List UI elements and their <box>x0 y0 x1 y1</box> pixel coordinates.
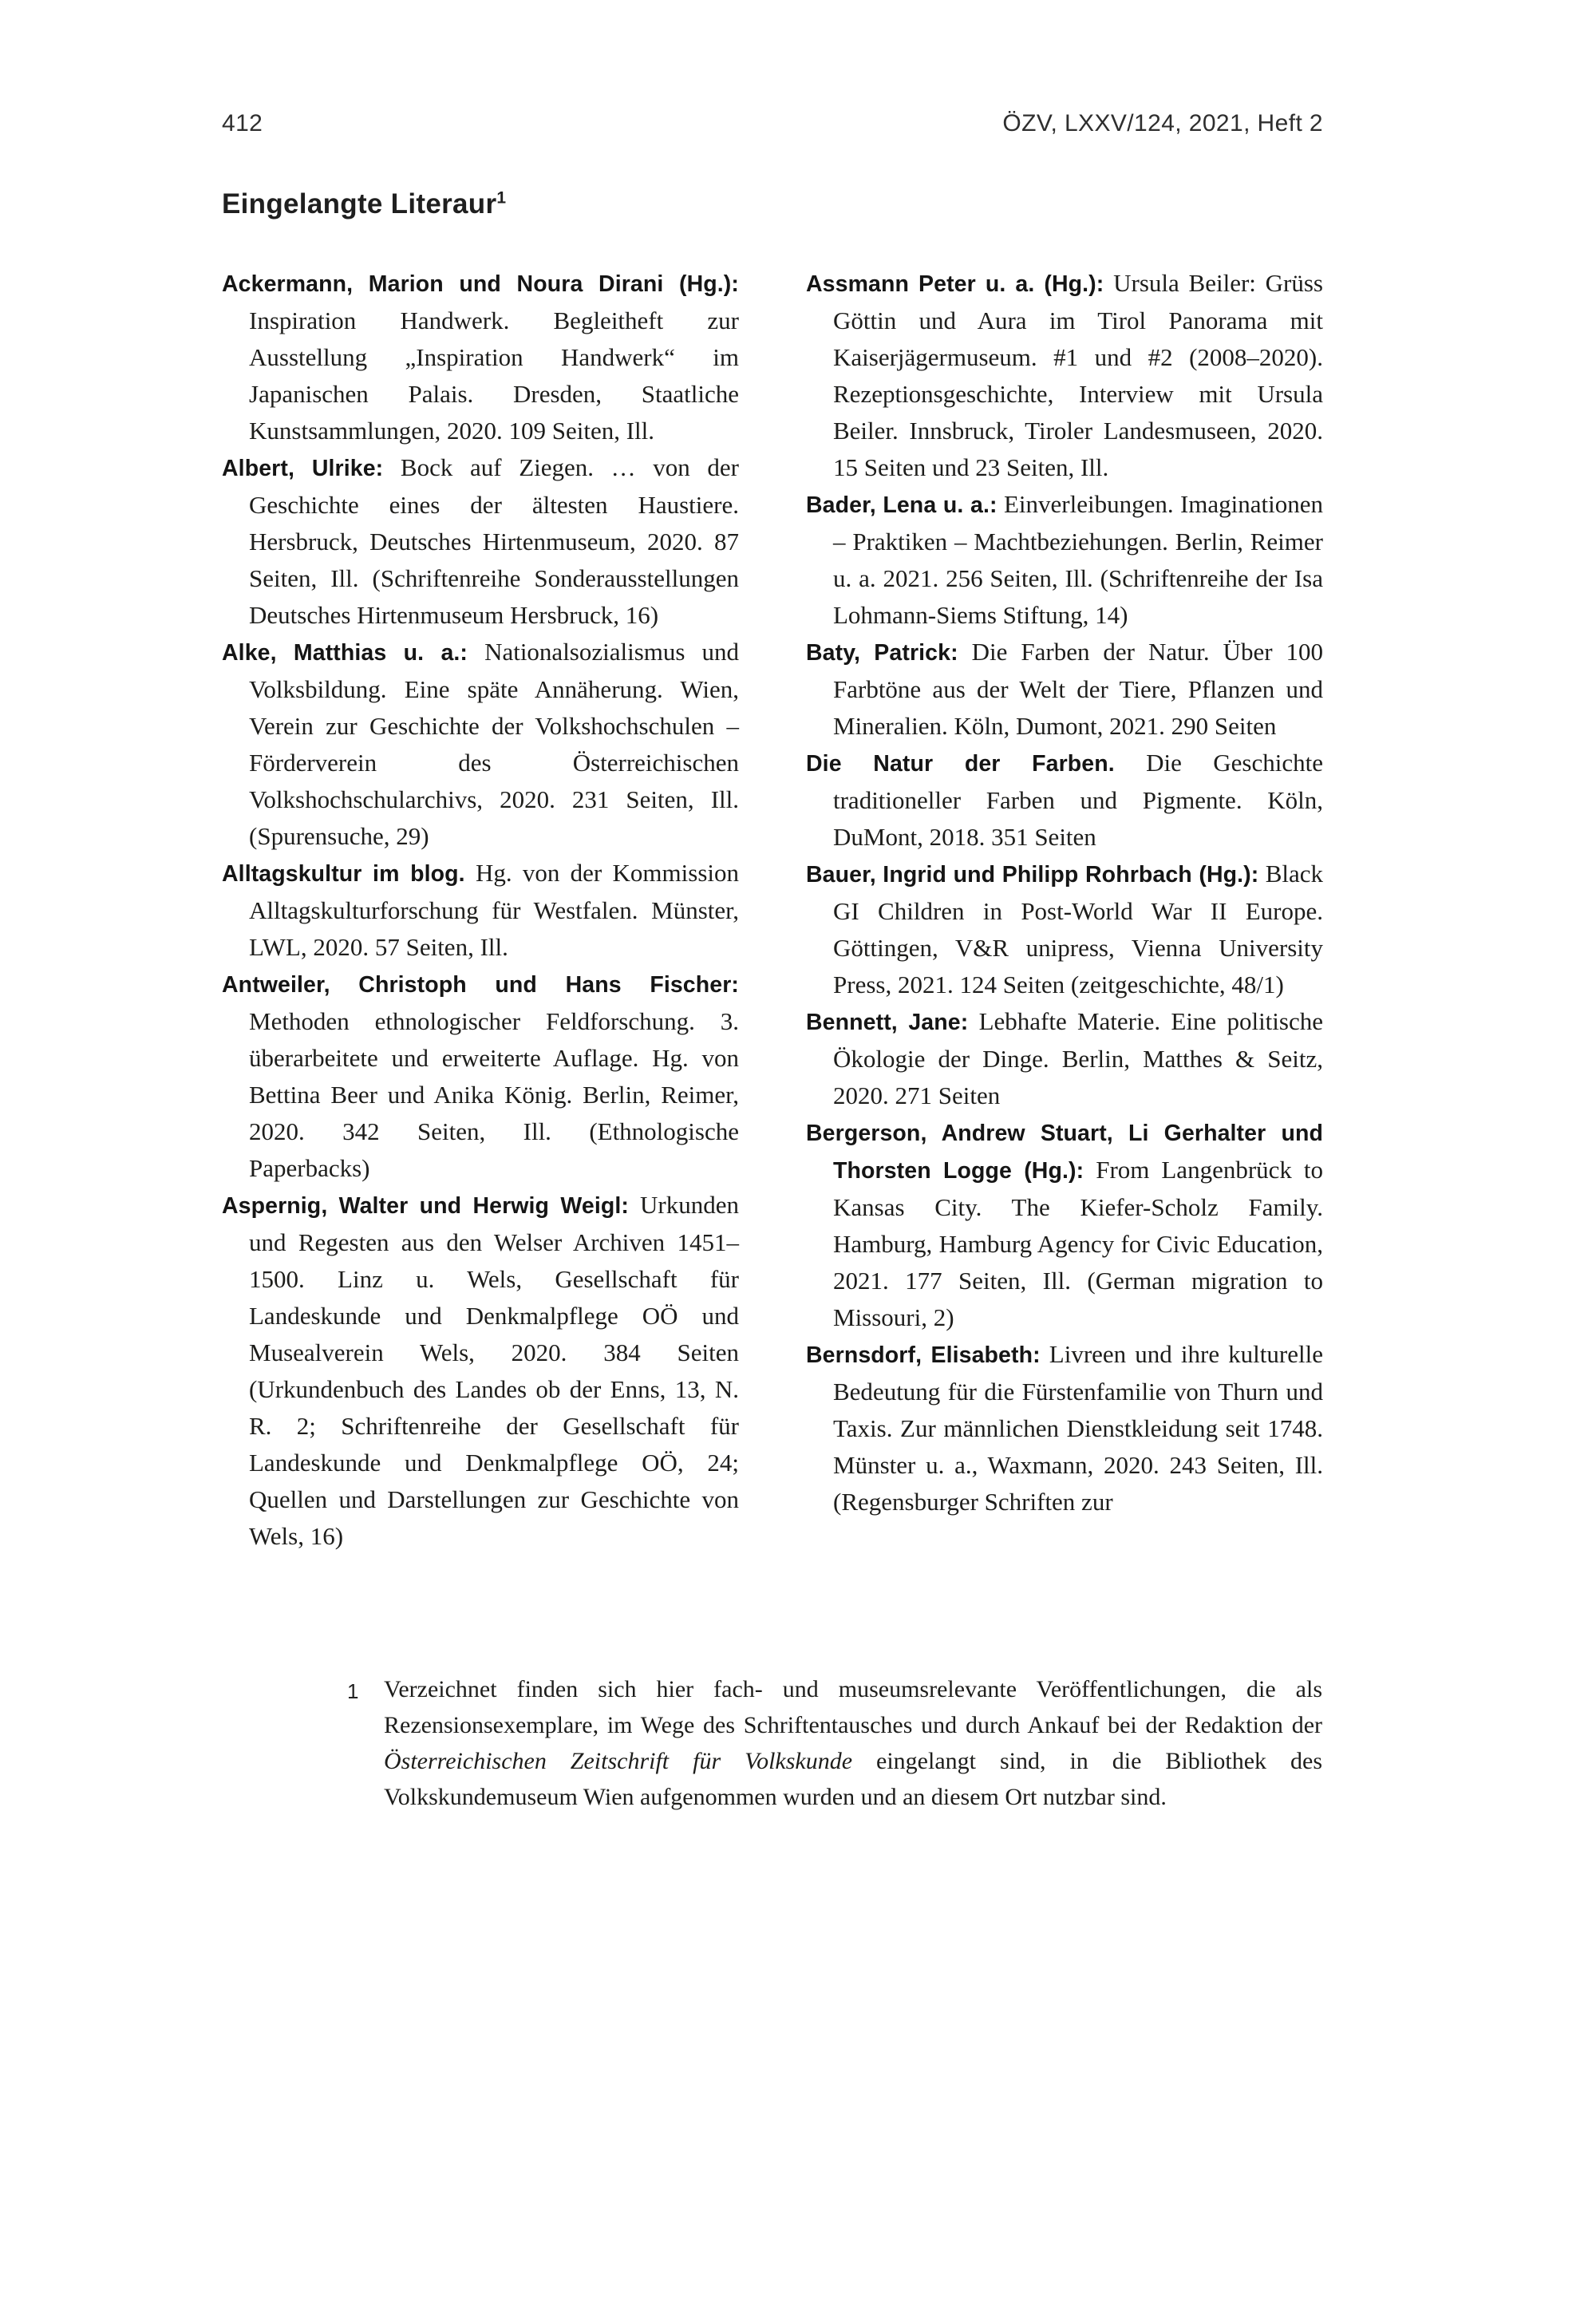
bibliography-entry <box>222 449 739 634</box>
bibliography-entry <box>222 966 739 1187</box>
bibliography-entry <box>806 745 1323 856</box>
entry-text: Die Farben der Natur. Über 100 Farbtöne aus der Welt der Tiere, Pflanzen und Mineralien. Köln, Dumont, 2021. 290 Seiten <box>833 638 1323 740</box>
entry-text: Ursula Beiler: Grüss Göttin und Aura im Tirol Panorama mit Kaiserjägermuseum. #1 und #2 (2008–2020). Rezeptionsgeschichte, Interview mit Ursula Beiler. Innsbruck, Tiroler Landesmuseen, 2020. 15 Seiten und 23 Seiten, Ill. <box>833 269 1324 481</box>
bibliography-entry <box>806 1336 1323 1520</box>
bibliography-entry <box>222 265 739 449</box>
bibliography-entry <box>222 1187 739 1555</box>
footnote-mark: 1 <box>347 1679 359 1703</box>
section-title-footnote-mark: 1 <box>496 188 507 208</box>
bibliography-entry <box>806 486 1323 634</box>
entry-text: Methoden ethnologischer Feldforschung. 3. überarbeitete und erweiterte Auflage. Hg. von Bettina Beer und Anika König. Berlin, Reimer, 2020. 342 Seiten, Ill. (Ethnologische Paperbacks) <box>249 1007 739 1182</box>
entry-author: Aspernig, Walter und Herwig Weigl: <box>222 1193 629 1219</box>
bibliography-entry <box>222 634 739 855</box>
section-title <box>222 188 1323 220</box>
entry-author: Die Natur der Farben. <box>806 751 1115 777</box>
entry-author: Assmann Peter u. a. (Hg.): <box>806 271 1104 297</box>
page-number: 412 <box>222 110 263 136</box>
entry-author: Antweiler, Christoph und Hans Fischer: <box>222 972 739 998</box>
section-title-text: Eingelangte Literaur <box>222 188 497 219</box>
bibliography-entry <box>222 855 739 966</box>
entry-text: Inspiration Handwerk. Begleitheft zur Ausstellung „Inspiration Handwerk“ im Japanischen Palais. Dresden, Staatliche Kunstsammlungen, 2020. 109 Seiten, Ill. <box>249 306 739 445</box>
footnote <box>347 1671 1322 1815</box>
entry-text: Die Geschichte traditioneller Farben und Pigmente. Köln, DuMont, 2018. 351 Seiten <box>833 749 1323 851</box>
entry-text: Black GI Children in Post-World War II Europe. Göttingen, V&R unipress, Vienna University Press, 2021. 124 Seiten (zeitgeschichte, 48/1) <box>833 860 1323 998</box>
entry-author: Alke, Matthias u. a.: <box>222 640 468 666</box>
entry-text: Nationalsozialismus und Volksbildung. Eine späte Annäherung. Wien, Verein zur Geschichte der Volkshochschulen – Förderverein des Österreichischen Volkshochschularchivs, 2020. 231 Seiten, Ill. (Spurensuche, 29) <box>249 638 740 850</box>
entry-text: From Langenbrück to Kansas City. The Kiefer-Scholz Family. Hamburg, Hamburg Agency for Civic Education, 2021. 177 Seiten, Ill. (German migration to Missouri, 2) <box>833 1156 1324 1331</box>
footnote-text <box>384 1671 1322 1815</box>
entry-text: Lebhafte Materie. Eine politische Ökologie der Dinge. Berlin, Matthes & Seitz, 2020. 271 Seiten <box>833 1007 1323 1109</box>
bibliography-entry <box>806 634 1323 745</box>
entry-text: Einverleibungen. Imaginationen – Praktiken – Machtbeziehungen. Berlin, Reimer u. a. 2021. 256 Seiten, Ill. (Schriftenreihe der Isa Lohmann-Siems Stiftung, 14) <box>833 490 1323 629</box>
bibliography <box>222 265 1323 1555</box>
bibliography-entry <box>806 1114 1323 1336</box>
entry-author: Alltagskultur im blog. <box>222 861 465 887</box>
entry-author: Bader, Lena u. a.: <box>806 492 998 518</box>
entry-text: Urkunden und Regesten aus den Welser Archiven 1451–1500. Linz u. Wels, Gesellschaft für Landeskunde und Denkmalpflege OÖ und Musealverein Wels, 2020. 384 Seiten (Urkundenbuch des Landes ob der Enns, 13, N. R. 2; Schriftenreihe der Gesellschaft für Landeskunde und Denkmalpflege OÖ, 24; Quellen und Darstellungen zur Geschichte von Wels, 16) <box>249 1191 739 1550</box>
entry-text: Hg. von der Kommission Alltagskulturforschung für Westfalen. Münster, LWL, 2020. 57 Seiten, Ill. <box>249 859 740 961</box>
footnote-journal-title: Österreichischen Zeitschrift für Volkskunde <box>384 1748 853 1774</box>
right-column <box>806 265 1323 1555</box>
footnote-text-before: Verzeichnet finden sich hier fach- und museumsrelevante Veröffentlichungen, die als Rezensionsexemplare, im Wege des Schriftentausches und durch Ankauf bei der Redaktion der <box>384 1676 1322 1738</box>
entry-author: Ackermann, Marion und Noura Dirani (Hg.): <box>222 271 739 297</box>
entry-author: Bernsdorf, Elisabeth: <box>806 1342 1041 1368</box>
bibliography-entry <box>806 856 1323 1003</box>
bibliography-entry <box>806 1003 1323 1114</box>
bibliography-entry <box>806 265 1323 486</box>
entry-author: Baty, Patrick: <box>806 640 958 666</box>
entry-author: Bauer, Ingrid und Philipp Rohrbach (Hg.): <box>806 862 1259 888</box>
entry-text: Livreen und ihre kulturelle Bedeutung für die Fürstenfamilie von Thurn und Taxis. Zur männlichen Dienstkleidung seit 1748. Münster u. a., Waxmann, 2020. 243 Seiten, Ill. (Regensburger Schriften zur <box>833 1340 1323 1516</box>
entry-author: Bennett, Jane: <box>806 1010 969 1035</box>
entry-author: Albert, Ulrike: <box>222 456 384 481</box>
entry-text: Bock auf Ziegen. … von der Geschichte eines der ältesten Haustiere. Hersbruck, Deutsches Hirtenmuseum, 2020. 87 Seiten, Ill. (Schriftenreihe Sonderausstellungen Deutsches Hirtenmuseum Hersbruck, 16) <box>249 453 739 629</box>
left-column <box>222 265 739 1555</box>
journal-reference: ÖZV, LXXV/124, 2021, Heft 2 <box>1002 110 1323 136</box>
page-header <box>222 110 1323 137</box>
footnote-text-after: eingelangt sind, in die Bibliothek des Volkskundemuseum Wien aufgenommen wurden und an diesem Ort nutzbar sind. <box>384 1748 1322 1810</box>
entry-author: Bergerson, Andrew Stuart, Li Gerhalter und Thorsten Logge (Hg.): <box>806 1121 1323 1184</box>
